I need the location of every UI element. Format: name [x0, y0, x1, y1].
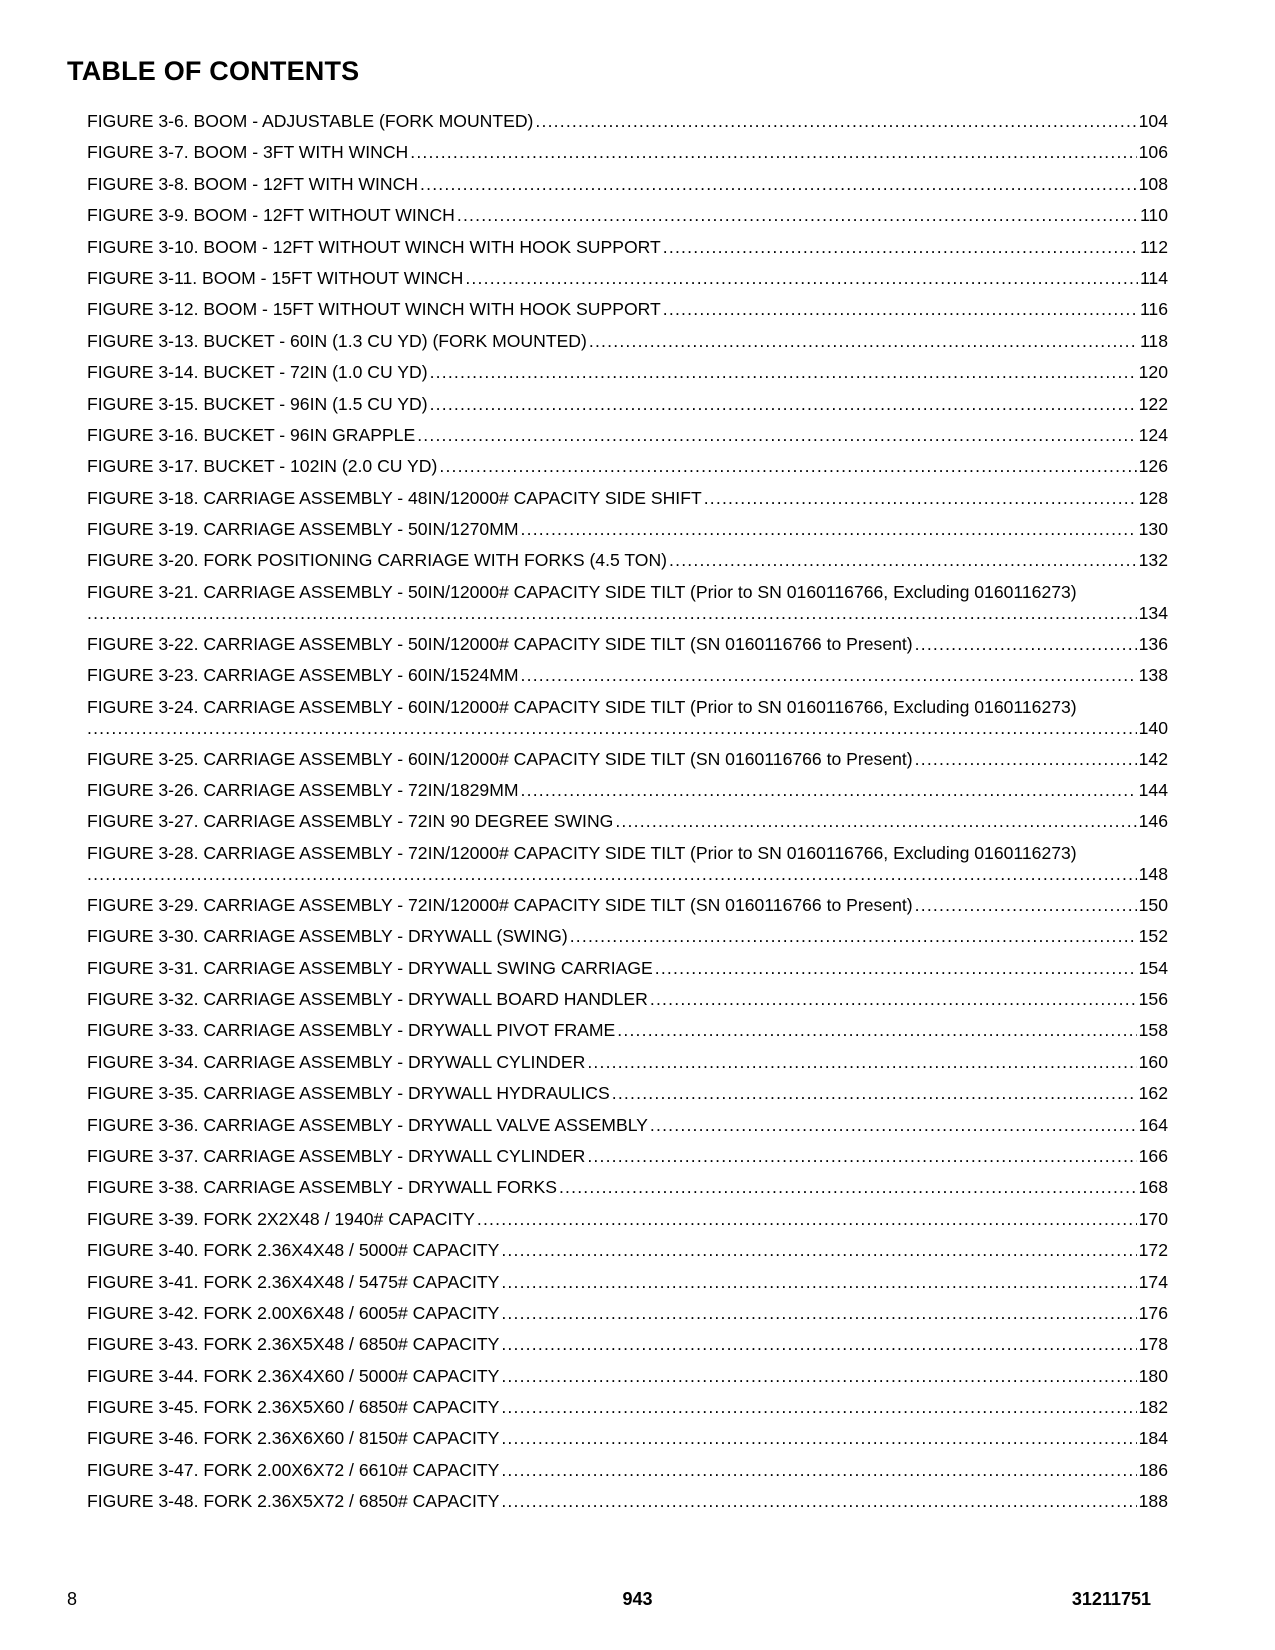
toc-entry[interactable] [87, 205, 1168, 226]
toc-entry-row [87, 1428, 1168, 1449]
toc-entry-row [87, 634, 1168, 655]
toc-entry-page-number: 114 [1139, 267, 1168, 288]
dot-leader [501, 1272, 1136, 1293]
toc-entry-row [87, 780, 1168, 801]
toc-entry-label: FIGURE 3-29. CARRIAGE ASSEMBLY - 72IN/12000# CAPACITY SIDE TILT (SN 0160116766 to Present) [87, 894, 913, 915]
toc-entry[interactable] [87, 1334, 1168, 1355]
toc-entry-row [87, 1240, 1168, 1261]
toc-entry-page-number: 166 [1138, 1145, 1168, 1166]
toc-entry[interactable] [87, 634, 1168, 655]
toc-entry[interactable] [87, 1272, 1168, 1293]
dot-leader [501, 1240, 1136, 1261]
dot-leader [477, 1209, 1137, 1230]
toc-entry-row [87, 268, 1168, 289]
toc-entry-label: FIGURE 3-19. CARRIAGE ASSEMBLY - 50IN/1270MM [87, 519, 519, 540]
toc-entry-row [87, 665, 1168, 686]
toc-entry-row [87, 1020, 1168, 1041]
toc-entry-row [87, 989, 1168, 1010]
toc-entry[interactable] [87, 665, 1168, 686]
toc-entry[interactable] [87, 780, 1168, 801]
toc-entry-label: FIGURE 3-14. BUCKET - 72IN (1.0 CU YD) [87, 362, 428, 383]
toc-entry[interactable] [87, 1177, 1168, 1198]
toc-entry-label: FIGURE 3-39. FORK 2X2X48 / 1940# CAPACITY [87, 1208, 475, 1229]
toc-entry[interactable] [87, 895, 1168, 916]
toc-entry-row [87, 1303, 1168, 1324]
toc-entry[interactable] [87, 1115, 1168, 1136]
toc-entry-label: FIGURE 3-24. CARRIAGE ASSEMBLY - 60IN/12000# CAPACITY SIDE TILT (Prior to SN 0160116766, Excluding 0160116273) [87, 696, 1077, 717]
toc-entry-page-number: 144 [1138, 780, 1168, 801]
toc-entry-label: FIGURE 3-7. BOOM - 3FT WITH WINCH [87, 142, 409, 163]
toc-entry-label: FIGURE 3-37. CARRIAGE ASSEMBLY - DRYWALL CYLINDER [87, 1145, 586, 1166]
toc-entry-row [87, 926, 1168, 947]
toc-entry[interactable] [87, 811, 1168, 832]
dot-leader [430, 394, 1137, 415]
toc-entry-page-number: 156 [1138, 988, 1168, 1009]
toc-entry[interactable] [87, 362, 1168, 383]
toc-entry-label: FIGURE 3-43. FORK 2.36X5X48 / 6850# CAPACITY [87, 1334, 500, 1355]
toc-entry-row [87, 1272, 1168, 1293]
toc-entry-row [87, 1397, 1168, 1418]
toc-entry-row [87, 456, 1168, 477]
dot-leader [615, 811, 1136, 832]
toc-entry-page-number: 138 [1138, 665, 1168, 686]
toc-entry[interactable] [87, 697, 1168, 739]
toc-entry-page-number: 116 [1139, 299, 1168, 320]
toc-entry[interactable] [87, 111, 1168, 132]
dot-leader [501, 1460, 1136, 1481]
toc-entry-row [87, 1115, 1168, 1136]
toc-entry-page-number: 178 [1138, 1334, 1168, 1355]
toc-entry[interactable] [87, 1366, 1168, 1387]
dot-leader [501, 1491, 1136, 1512]
toc-entry-label: FIGURE 3-44. FORK 2.36X4X60 / 5000# CAPACITY [87, 1365, 500, 1386]
toc-entry-label: FIGURE 3-41. FORK 2.36X4X48 / 5475# CAPACITY [87, 1271, 500, 1292]
toc-entry[interactable] [87, 394, 1168, 415]
toc-entry-page-number: 170 [1138, 1208, 1168, 1229]
toc-entry[interactable] [87, 582, 1168, 624]
toc-entry-page-number: 120 [1138, 362, 1168, 383]
toc-entry-page-number: 172 [1138, 1240, 1168, 1261]
toc-entry[interactable] [87, 1460, 1168, 1481]
toc-entry-row [87, 331, 1168, 352]
toc-entry-page-number: 182 [1138, 1397, 1168, 1418]
toc-entry-page-number: 180 [1138, 1365, 1168, 1386]
toc-entry-row [87, 1460, 1168, 1481]
toc-entry-row [87, 1083, 1168, 1104]
dot-leader [650, 1115, 1137, 1136]
dot-leader [501, 1428, 1136, 1449]
toc-entry-label: FIGURE 3-21. CARRIAGE ASSEMBLY - 50IN/12000# CAPACITY SIDE TILT (Prior to SN 0160116766, Excluding 0160116273) [87, 581, 1077, 602]
toc-entry-label: FIGURE 3-28. CARRIAGE ASSEMBLY - 72IN/12000# CAPACITY SIDE TILT (Prior to SN 0160116766, Excluding 0160116273) [87, 842, 1077, 863]
toc-entry-label: FIGURE 3-46. FORK 2.36X6X60 / 8150# CAPACITY [87, 1428, 500, 1449]
toc-entry[interactable] [87, 749, 1168, 770]
dot-leader [457, 205, 1138, 226]
toc-entry-label: FIGURE 3-47. FORK 2.00X6X72 / 6610# CAPACITY [87, 1459, 500, 1480]
dot-leader [430, 362, 1137, 383]
dot-leader [87, 718, 1137, 739]
dot-leader [420, 174, 1137, 195]
dot-leader [915, 634, 1137, 655]
dot-leader [501, 1397, 1136, 1418]
toc-entry-page-number: 150 [1138, 894, 1168, 915]
toc-entry[interactable] [87, 843, 1168, 885]
toc-entry-page-number: 108 [1138, 173, 1168, 194]
toc-entry-page-number: 186 [1138, 1459, 1168, 1480]
dot-leader [521, 780, 1137, 801]
toc-entry[interactable] [87, 926, 1168, 947]
toc-entry-row [87, 1491, 1168, 1512]
toc-entry[interactable] [87, 142, 1168, 163]
toc-entry-row [87, 1209, 1168, 1230]
toc-entry[interactable] [87, 989, 1168, 1010]
toc-entry-label: FIGURE 3-45. FORK 2.36X5X60 / 6850# CAPACITY [87, 1397, 500, 1418]
toc-entry[interactable] [87, 425, 1168, 446]
toc-entry-label: FIGURE 3-38. CARRIAGE ASSEMBLY - DRYWALL FORKS [87, 1177, 557, 1198]
dot-leader [915, 895, 1137, 916]
toc-entry[interactable] [87, 1397, 1168, 1418]
dot-leader [915, 749, 1137, 770]
toc-entry-row [87, 425, 1168, 446]
toc-entry-label: FIGURE 3-6. BOOM - ADJUSTABLE (FORK MOUNTED) [87, 111, 534, 131]
toc-entry-page-number: 142 [1138, 748, 1168, 769]
dot-leader [521, 665, 1137, 686]
toc-entry-page-number: 162 [1138, 1083, 1168, 1104]
toc-entry-label: FIGURE 3-32. CARRIAGE ASSEMBLY - DRYWALL BOARD HANDLER [87, 988, 648, 1009]
toc-entry-label: FIGURE 3-25. CARRIAGE ASSEMBLY - 60IN/12000# CAPACITY SIDE TILT (SN 0160116766 to Present) [87, 748, 913, 769]
toc-entry-row [87, 205, 1168, 226]
dot-leader [87, 864, 1137, 885]
toc-entry-label: FIGURE 3-12. BOOM - 15FT WITHOUT WINCH WITH HOOK SUPPORT [87, 299, 661, 320]
toc-entry-label: FIGURE 3-22. CARRIAGE ASSEMBLY - 50IN/12000# CAPACITY SIDE TILT (SN 0160116766 to Present) [87, 633, 913, 654]
toc-entry-page-number: 122 [1138, 393, 1168, 414]
toc-entry[interactable] [87, 1209, 1168, 1230]
toc-entry[interactable] [87, 1428, 1168, 1449]
toc-entry-page-number: 176 [1138, 1302, 1168, 1323]
toc-entry-label: FIGURE 3-15. BUCKET - 96IN (1.5 CU YD) [87, 393, 428, 414]
toc-entry-row [87, 394, 1168, 415]
toc-entry-page-number: 184 [1138, 1428, 1168, 1449]
toc-entry-page-number: 158 [1138, 1020, 1168, 1041]
toc-entry-row [87, 299, 1168, 320]
toc-entry-label: FIGURE 3-17. BUCKET - 102IN (2.0 CU YD) [87, 456, 438, 477]
dot-leader [535, 111, 1136, 132]
toc-entry-page-number: 124 [1138, 424, 1168, 445]
toc-entry-label: FIGURE 3-34. CARRIAGE ASSEMBLY - DRYWALL CYLINDER [87, 1051, 586, 1072]
toc-entry-row [87, 811, 1168, 832]
toc-entry-page-number: 154 [1138, 957, 1168, 978]
toc-entry-leader-row [87, 603, 1168, 624]
toc-entry-page-number: 126 [1138, 456, 1168, 477]
toc-entry-row [87, 550, 1168, 571]
toc-entry-page-number: 160 [1138, 1051, 1168, 1072]
toc-entry-label: FIGURE 3-18. CARRIAGE ASSEMBLY - 48IN/12000# CAPACITY SIDE SHIFT [87, 487, 702, 508]
toc-entry-page-number: 152 [1138, 926, 1168, 947]
toc-entry-row [87, 895, 1168, 916]
toc-entry-page-number: 130 [1138, 519, 1168, 540]
toc-entry-label: FIGURE 3-23. CARRIAGE ASSEMBLY - 60IN/1524MM [87, 665, 519, 686]
toc-entry-page-number: 128 [1138, 487, 1168, 508]
toc-entry-label: FIGURE 3-9. BOOM - 12FT WITHOUT WINCH [87, 205, 455, 226]
toc-entry[interactable] [87, 1146, 1168, 1167]
toc-entry-page-number: 148 [1138, 863, 1168, 884]
toc-entry[interactable] [87, 268, 1168, 289]
toc-entry[interactable] [87, 456, 1168, 477]
table-of-contents [87, 111, 1168, 1523]
toc-entry-label: FIGURE 3-36. CARRIAGE ASSEMBLY - DRYWALL VALVE ASSEMBLY [87, 1114, 648, 1135]
toc-entry[interactable] [87, 958, 1168, 979]
toc-entry[interactable] [87, 331, 1168, 352]
toc-entry-label: FIGURE 3-16. BUCKET - 96IN GRAPPLE [87, 424, 416, 445]
toc-entry[interactable] [87, 1052, 1168, 1073]
toc-entry[interactable] [87, 299, 1168, 320]
toc-entry-row [87, 1366, 1168, 1387]
dot-leader [587, 1146, 1136, 1167]
dot-leader [655, 958, 1137, 979]
toc-entry-row [87, 362, 1168, 383]
toc-entry[interactable] [87, 1491, 1168, 1512]
toc-entry-label: FIGURE 3-11. BOOM - 15FT WITHOUT WINCH [87, 267, 464, 288]
toc-entry[interactable] [87, 1303, 1168, 1324]
toc-entry[interactable] [87, 519, 1168, 540]
toc-entry-page-number: 118 [1139, 330, 1168, 351]
toc-entry-leader-row [87, 718, 1168, 739]
toc-entry-row [87, 1177, 1168, 1198]
toc-entry-label: FIGURE 3-27. CARRIAGE ASSEMBLY - 72IN 90 DEGREE SWING [87, 811, 614, 832]
toc-entry-label: FIGURE 3-40. FORK 2.36X4X48 / 5000# CAPACITY [87, 1240, 500, 1261]
page-title: TABLE OF CONTENTS [67, 56, 360, 86]
toc-entry-row [87, 958, 1168, 979]
toc-entry-row [87, 1334, 1168, 1355]
toc-entry-label: FIGURE 3-33. CARRIAGE ASSEMBLY - DRYWALL PIVOT FRAME [87, 1020, 616, 1041]
toc-entry[interactable] [87, 1240, 1168, 1261]
toc-entry-page-number: 146 [1138, 811, 1168, 832]
toc-entry[interactable] [87, 174, 1168, 195]
toc-entry-row [87, 519, 1168, 540]
toc-entry-page-number: 136 [1138, 633, 1168, 654]
dot-leader [612, 1083, 1137, 1104]
dot-leader [559, 1177, 1137, 1198]
footer-document-page: 943 [622, 1589, 653, 1609]
toc-entry-page-number: 134 [1138, 602, 1168, 623]
toc-entry-label: FIGURE 3-20. FORK POSITIONING CARRIAGE WITH FORKS (4.5 TON) [87, 550, 668, 571]
toc-entry[interactable] [87, 237, 1168, 258]
toc-entry-label: FIGURE 3-42. FORK 2.00X6X48 / 6005# CAPACITY [87, 1302, 500, 1323]
toc-entry-page-number: 110 [1139, 205, 1168, 226]
toc-entry-label: FIGURE 3-10. BOOM - 12FT WITHOUT WINCH WITH HOOK SUPPORT [87, 236, 661, 257]
toc-entry-label: FIGURE 3-26. CARRIAGE ASSEMBLY - 72IN/1829MM [87, 780, 519, 801]
toc-entry-label: FIGURE 3-48. FORK 2.36X5X72 / 6850# CAPACITY [87, 1491, 500, 1512]
dot-leader [501, 1334, 1136, 1355]
toc-entry-label: FIGURE 3-31. CARRIAGE ASSEMBLY - DRYWALL SWING CARRIAGE [87, 957, 653, 978]
toc-entry-page-number: 168 [1138, 1177, 1168, 1198]
toc-entry-row [87, 142, 1168, 163]
toc-entry[interactable] [87, 1083, 1168, 1104]
toc-entry-row [87, 174, 1168, 195]
toc-entry[interactable] [87, 550, 1168, 571]
dot-leader [617, 1020, 1136, 1041]
toc-entry-page-number: 164 [1138, 1114, 1168, 1135]
dot-leader [704, 488, 1137, 509]
dot-leader [501, 1303, 1136, 1324]
toc-entry-label: FIGURE 3-8. BOOM - 12FT WITH WINCH [87, 173, 419, 194]
toc-entry[interactable] [87, 488, 1168, 509]
dot-leader [669, 550, 1137, 571]
toc-entry-label: FIGURE 3-35. CARRIAGE ASSEMBLY - DRYWALL HYDRAULICS [87, 1083, 610, 1104]
toc-entry-label: FIGURE 3-13. BUCKET - 60IN (1.3 CU YD) (FORK MOUNTED) [87, 330, 587, 351]
dot-leader [587, 1052, 1136, 1073]
toc-entry-row [87, 749, 1168, 770]
toc-entry-page-number: 140 [1138, 717, 1168, 738]
toc-entry-row [87, 237, 1168, 258]
footer-part-number: 31211751 [1071, 1589, 1151, 1609]
dot-leader [589, 331, 1138, 352]
toc-entry-page-number: 132 [1138, 550, 1168, 571]
dot-leader [663, 237, 1138, 258]
dot-leader [439, 456, 1136, 477]
dot-leader [521, 519, 1137, 540]
toc-entry-page-number: 174 [1138, 1271, 1168, 1292]
dot-leader [570, 926, 1137, 947]
dot-leader [87, 603, 1137, 624]
toc-entry-row [87, 111, 1168, 132]
toc-entry-page-number: 106 [1138, 142, 1168, 163]
toc-entry-page-number: 188 [1138, 1491, 1168, 1512]
toc-entry-page-number: 104 [1138, 111, 1168, 131]
footer-page-number: 8 [67, 1589, 78, 1609]
dot-leader [417, 425, 1136, 446]
dot-leader [465, 268, 1138, 289]
toc-entry-row [87, 488, 1168, 509]
toc-entry[interactable] [87, 1020, 1168, 1041]
dot-leader [410, 142, 1136, 163]
toc-entry-row [87, 1052, 1168, 1073]
toc-entry-page-number: 112 [1139, 236, 1168, 257]
toc-entry-leader-row [87, 864, 1168, 885]
dot-leader [650, 989, 1137, 1010]
toc-entry-label: FIGURE 3-30. CARRIAGE ASSEMBLY - DRYWALL (SWING) [87, 926, 568, 947]
dot-leader [663, 299, 1138, 320]
dot-leader [501, 1366, 1136, 1387]
toc-entry-row [87, 1146, 1168, 1167]
